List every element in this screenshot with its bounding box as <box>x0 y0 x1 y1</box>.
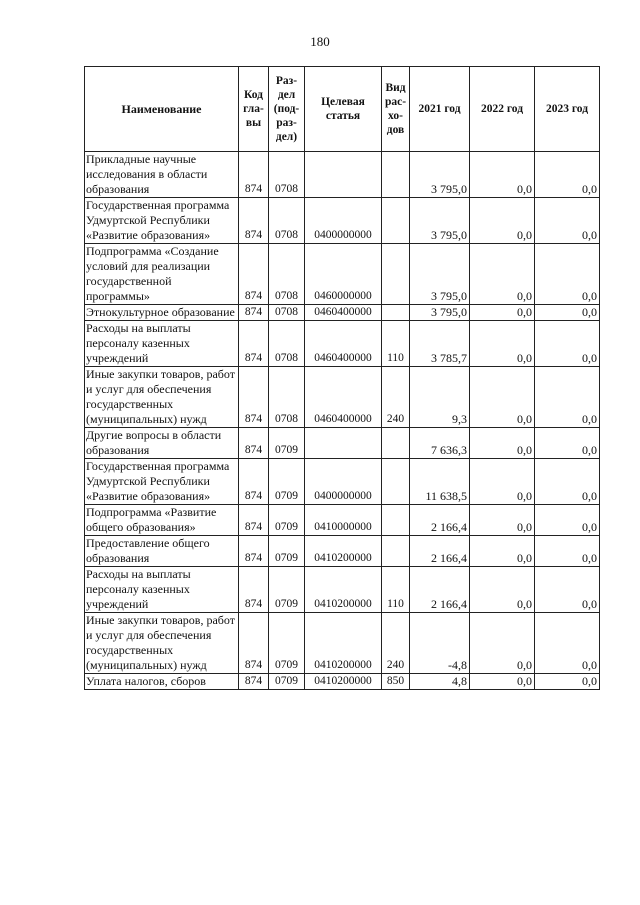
cell-y2021: 9,3 <box>410 367 470 428</box>
cell-y2021: 2 166,4 <box>410 505 470 536</box>
cell-section: 0709 <box>269 505 305 536</box>
header-section: Раз-дел (под-раз-дел) <box>269 67 305 152</box>
cell-name: Подпрограмма «Развитие общего образования» <box>85 505 239 536</box>
cell-expense: 850 <box>382 674 410 690</box>
table-row <box>85 428 600 459</box>
header-name: Наименование <box>85 67 239 152</box>
cell-y2021: 2 166,4 <box>410 567 470 613</box>
cell-y2022: 0,0 <box>470 244 535 305</box>
cell-expense <box>382 305 410 321</box>
cell-section: 0709 <box>269 536 305 567</box>
cell-expense <box>382 198 410 244</box>
table-row <box>85 198 600 244</box>
page-number: 180 <box>310 34 330 49</box>
cell-name: Иные закупки товаров, работ и услуг для обеспечения государственных (муниципальных) нужд <box>85 613 239 674</box>
cell-target: 0460400000 <box>305 321 382 367</box>
cell-expense <box>382 505 410 536</box>
cell-section: 0708 <box>269 244 305 305</box>
cell-section: 0709 <box>269 674 305 690</box>
table-row <box>85 613 600 674</box>
cell-expense: 110 <box>382 567 410 613</box>
cell-y2023: 0,0 <box>535 321 600 367</box>
cell-section: 0708 <box>269 321 305 367</box>
cell-expense <box>382 459 410 505</box>
cell-chapter: 874 <box>239 198 269 244</box>
cell-target: 0400000000 <box>305 459 382 505</box>
table-row <box>85 536 600 567</box>
cell-chapter: 874 <box>239 674 269 690</box>
cell-y2021: 3 795,0 <box>410 305 470 321</box>
cell-chapter: 874 <box>239 613 269 674</box>
cell-y2023: 0,0 <box>535 428 600 459</box>
cell-target: 0410200000 <box>305 674 382 690</box>
cell-chapter: 874 <box>239 321 269 367</box>
header-row <box>85 67 600 152</box>
cell-target: 0410200000 <box>305 536 382 567</box>
cell-name: Расходы на выплаты персоналу казенных учреждений <box>85 567 239 613</box>
cell-target <box>305 152 382 198</box>
cell-y2023: 0,0 <box>535 536 600 567</box>
table-row <box>85 305 600 321</box>
cell-y2021: 2 166,4 <box>410 536 470 567</box>
cell-chapter: 874 <box>239 428 269 459</box>
cell-expense <box>382 152 410 198</box>
cell-y2023: 0,0 <box>535 198 600 244</box>
table-body <box>85 152 600 690</box>
cell-target: 0460000000 <box>305 244 382 305</box>
cell-y2023: 0,0 <box>535 244 600 305</box>
cell-name: Государственная программа Удмуртской Республики «Развитие образования» <box>85 459 239 505</box>
cell-name: Этнокультурное образование <box>85 305 239 321</box>
cell-target: 0410200000 <box>305 613 382 674</box>
header-expense: Вид рас-хо-дов <box>382 67 410 152</box>
cell-expense: 110 <box>382 321 410 367</box>
cell-y2023: 0,0 <box>535 367 600 428</box>
cell-y2022: 0,0 <box>470 567 535 613</box>
cell-y2021: 4,8 <box>410 674 470 690</box>
cell-y2022: 0,0 <box>470 152 535 198</box>
cell-chapter: 874 <box>239 367 269 428</box>
cell-section: 0709 <box>269 567 305 613</box>
cell-target: 0410200000 <box>305 567 382 613</box>
cell-chapter: 874 <box>239 152 269 198</box>
cell-chapter: 874 <box>239 505 269 536</box>
cell-y2021: 3 785,7 <box>410 321 470 367</box>
header-2023: 2023 год <box>535 67 600 152</box>
cell-y2023: 0,0 <box>535 305 600 321</box>
cell-name: Уплата налогов, сборов <box>85 674 239 690</box>
cell-y2021: 3 795,0 <box>410 244 470 305</box>
table-row <box>85 244 600 305</box>
cell-y2023: 0,0 <box>535 567 600 613</box>
table-row <box>85 321 600 367</box>
table-row <box>85 152 600 198</box>
cell-name: Прикладные научные исследования в области образования <box>85 152 239 198</box>
header-2021: 2021 год <box>410 67 470 152</box>
cell-target: 0400000000 <box>305 198 382 244</box>
cell-expense <box>382 244 410 305</box>
cell-section: 0709 <box>269 428 305 459</box>
cell-target <box>305 428 382 459</box>
header-2022: 2022 год <box>470 67 535 152</box>
cell-target: 0410000000 <box>305 505 382 536</box>
cell-chapter: 874 <box>239 305 269 321</box>
cell-chapter: 874 <box>239 244 269 305</box>
cell-section: 0708 <box>269 152 305 198</box>
cell-expense: 240 <box>382 613 410 674</box>
cell-name: Другие вопросы в области образования <box>85 428 239 459</box>
cell-y2022: 0,0 <box>470 198 535 244</box>
cell-y2022: 0,0 <box>470 536 535 567</box>
cell-expense <box>382 536 410 567</box>
cell-chapter: 874 <box>239 459 269 505</box>
cell-y2022: 0,0 <box>470 459 535 505</box>
cell-y2022: 0,0 <box>470 367 535 428</box>
table-row <box>85 567 600 613</box>
cell-y2023: 0,0 <box>535 674 600 690</box>
cell-section: 0709 <box>269 459 305 505</box>
cell-y2023: 0,0 <box>535 459 600 505</box>
cell-section: 0708 <box>269 305 305 321</box>
cell-y2022: 0,0 <box>470 674 535 690</box>
header-chapter: Код гла-вы <box>239 67 269 152</box>
cell-y2022: 0,0 <box>470 321 535 367</box>
cell-chapter: 874 <box>239 536 269 567</box>
cell-y2021: 11 638,5 <box>410 459 470 505</box>
cell-name: Государственная программа Удмуртской Республики «Развитие образования» <box>85 198 239 244</box>
cell-expense <box>382 428 410 459</box>
cell-y2022: 0,0 <box>470 428 535 459</box>
table-row <box>85 674 600 690</box>
cell-target: 0460400000 <box>305 305 382 321</box>
cell-section: 0708 <box>269 198 305 244</box>
cell-y2021: 7 636,3 <box>410 428 470 459</box>
cell-y2021: 3 795,0 <box>410 198 470 244</box>
cell-y2021: 3 795,0 <box>410 152 470 198</box>
cell-y2022: 0,0 <box>470 305 535 321</box>
table-row <box>85 505 600 536</box>
cell-y2023: 0,0 <box>535 613 600 674</box>
cell-name: Предоставление общего образования <box>85 536 239 567</box>
cell-y2023: 0,0 <box>535 505 600 536</box>
header-target: Целевая статья <box>305 67 382 152</box>
cell-name: Иные закупки товаров, работ и услуг для обеспечения государственных (муниципальных) нужд <box>85 367 239 428</box>
cell-section: 0709 <box>269 613 305 674</box>
cell-y2022: 0,0 <box>470 505 535 536</box>
cell-y2021: -4,8 <box>410 613 470 674</box>
table-row <box>85 459 600 505</box>
budget-table <box>84 66 600 690</box>
cell-name: Расходы на выплаты персоналу казенных учреждений <box>85 321 239 367</box>
table-row <box>85 367 600 428</box>
cell-chapter: 874 <box>239 567 269 613</box>
cell-y2023: 0,0 <box>535 152 600 198</box>
cell-target: 0460400000 <box>305 367 382 428</box>
cell-name: Подпрограмма «Создание условий для реализации государственной программы» <box>85 244 239 305</box>
cell-expense: 240 <box>382 367 410 428</box>
cell-section: 0708 <box>269 367 305 428</box>
cell-y2022: 0,0 <box>470 613 535 674</box>
